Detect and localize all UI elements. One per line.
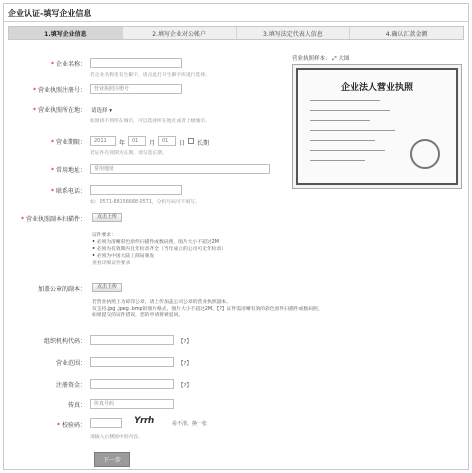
step-corporate-account: 2.填写企业对公帐户 [123,27,237,39]
company-name-label-text: 企业名称： [55,61,86,68]
help-icon[interactable]: 【?】 [178,383,192,389]
required-mark: * [50,188,54,195]
license-number-label [18,85,86,94]
fax-input[interactable]: 传真号码 [90,399,174,409]
term-year-input[interactable]: 2011 [90,136,116,146]
license-text-line [310,100,380,101]
captcha-hint: 请输入右侧图中的内容。 [90,435,143,440]
next-step-button[interactable]: 下一步 [94,452,130,467]
zoom-icon[interactable]: ⤢ [332,56,337,62]
license-location-label [18,105,86,114]
address-input[interactable]: 常用地址 [90,164,270,174]
requirement-text: 必须为中国大陆工商局颁发 [96,254,155,259]
term-month-unit: 月 [149,140,156,147]
progress-steps [8,26,464,40]
company-name-hint: 若企业名称里有生僻字，请点此打开生僻字库进行选择。 [90,73,210,78]
help-icon[interactable]: 【?】 [178,339,192,345]
requirement-item [92,239,226,246]
seal-copy-notes [92,300,323,320]
license-document [296,68,458,185]
bullet-icon: • [92,247,96,252]
seal-note: 仅支持.jpg .jpeg .bmp的图片格式，图片大小不超过2M。【?】证件需清晰有效的彩色原件扫描件或数码照， [92,306,323,312]
capital-label: 注册资金： [55,382,86,389]
license-text-line [310,150,385,151]
phone-hint: 如：0571-88156688-0571，分机号码可不填写。 [90,200,200,205]
license-location-label-text: 营业执照所在地： [37,107,86,114]
seal-note: 如果提交的证件错误，您的申请将被驳回。 [92,313,184,318]
bullet-icon: • [92,254,96,259]
page-frame [3,3,469,470]
step-company-info: 1.填写企业信息 [9,27,123,39]
long-term-checkbox[interactable] [188,138,194,144]
requirement-text: 必须为有效期内且年检章齐全（当年成立的公司可无年检章） [96,247,227,252]
requirement-text: 必须为清晰彩色原件扫描件或数码照，图片大小不超过2M [96,240,219,245]
step-legal-representative: 3.填写法定代表人信息 [237,27,351,39]
license-text-line [310,130,395,131]
requirements-detail-link[interactable]: 查看详细证件要求 [92,261,131,266]
address-label-text: 常用地址： [55,167,86,174]
license-text-line [310,140,375,141]
company-name-label [34,59,86,68]
term-month-input[interactable]: 01 [128,136,146,146]
bullet-icon: • [92,240,96,245]
term-year-unit: 年 [119,140,126,147]
required-mark: * [32,87,36,94]
business-scope-label: 营业范围： [55,360,86,367]
scan-label-text: 营业执照副本扫描件： [25,216,86,223]
address-label [34,165,86,174]
seal-note: 若营业执照上为碎印公章，请上传加盖公司公章的营业执照副本。 [92,300,232,305]
license-sample-image [292,64,462,189]
license-text-line [310,120,370,121]
license-text-line [310,110,390,111]
license-document-title: 企业法人营业执照 [340,83,413,93]
business-scope-input[interactable] [90,357,174,367]
location-select[interactable] [91,106,112,114]
org-code-label: 组织机构代码： [43,338,86,345]
scan-label [8,214,86,223]
required-mark: * [20,216,24,223]
phone-label-text: 联系电话： [55,188,86,195]
requirement-item [92,253,226,260]
chevron-down-icon: ▾ [107,108,113,114]
step-confirm-amount: 4.确认汇款金额 [385,30,428,38]
captcha-label [34,420,86,429]
captcha-label-text: 校验码： [61,422,86,429]
fax-label: 传真： [67,402,86,409]
required-mark: * [56,422,60,429]
seal-copy-label: 加盖公章的副本： [37,286,86,293]
term-day-unit: 日 [179,140,186,147]
capital-input[interactable] [90,379,174,389]
term-day-input[interactable]: 01 [158,136,176,146]
title-divider [4,21,468,22]
upload-scan-button[interactable]: 点击上传 [92,213,122,222]
license-seal-icon [410,139,440,169]
captcha-refresh-link[interactable]: 看不清，换一张 [172,421,208,427]
term-label-text: 营业期限： [55,139,86,146]
required-mark: * [32,107,36,114]
help-icon[interactable]: 【?】 [178,361,192,367]
captcha-input[interactable] [90,418,122,428]
page-title: 企业认证-填写企业信息 [8,9,92,18]
zoom-link[interactable]: 大图 [338,56,350,62]
required-mark: * [50,167,54,174]
required-mark: * [50,139,54,146]
requirement-item [92,246,226,253]
license-sample-panel [292,54,462,189]
org-code-input[interactable] [90,335,174,345]
scan-requirements [92,232,226,267]
phone-label [34,186,86,195]
license-text-line [310,160,365,161]
upload-seal-copy-button[interactable]: 点击上传 [92,283,122,292]
term-hint: 若证件有效期为长期，请勾选长期。 [90,151,167,156]
license-sample-caption [292,54,349,63]
term-label [34,137,86,146]
company-name-input[interactable] [90,58,182,68]
license-sample-caption-text: 营业执照样本： [292,56,331,62]
license-number-input[interactable]: 营业执照注册号 [90,84,182,94]
required-mark: * [50,61,54,68]
location-select-value: 请选择 [91,108,108,114]
requirements-title: 证件要求： [92,233,116,238]
location-hint: 如果找不到所在城市，可以选择所在地区或者上级城市。 [90,119,210,124]
captcha-image: Yrrh [134,416,154,426]
license-number-label-text: 营业执照注册号： [37,87,86,94]
long-term-label: 长期 [197,140,210,147]
phone-input[interactable] [90,185,182,195]
